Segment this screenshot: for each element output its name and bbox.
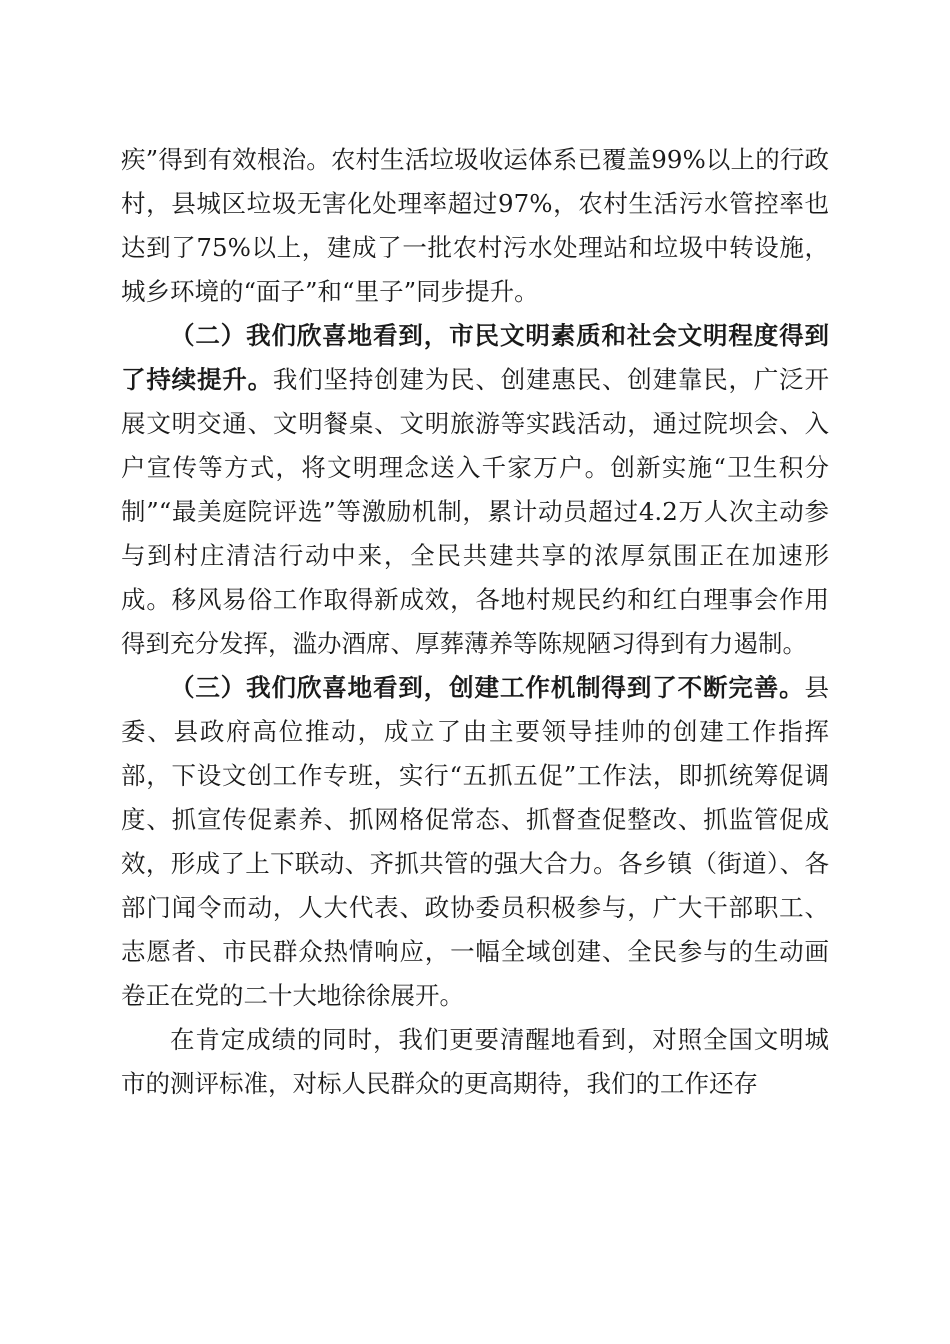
paragraph-civility bbox=[121, 314, 829, 666]
document-body bbox=[121, 138, 829, 1106]
paragraph-shortcomings bbox=[121, 1018, 829, 1106]
paragraph-mechanism bbox=[121, 666, 829, 1018]
paragraph-text: 我们坚持创建为民、创建惠民、创建靠民，广泛开展文明交通、文明餐桌、文明旅游等实践活动，通过院坝会、入户宣传等方式，将文明理念送入千家万户。创新实施“卫生积分制”“最美庭院评选”等激励机制，累计动员超过4.2万人次主动参与到村庄清洁行动中来，全民共建共享的浓厚氛围正在加速形成。移风易俗工作取得新成效，各地村规民约和红白理事会作用得到充分发挥，滥办酒席、厚葬薄养等陈规陋习得到有力遏制。 bbox=[121, 365, 829, 658]
paragraph-heading: （二）我们欣喜地看到，市民文明素质和社会文明程度得到了持续提升。 bbox=[121, 321, 829, 394]
paragraph-text: 在肯定成绩的同时，我们更要清醒地看到，对照全国文明城市的测评标准，对标人民群众的更高期待，我们的工作还存 bbox=[121, 1025, 829, 1098]
paragraph-text: 县委、县政府高位推动，成立了由主要领导挂帅的创建工作指挥部，下设文创工作专班，实行“五抓五促”工作法，即抓统筹促调度、抓宣传促素养、抓网格促常态、抓督查促整改、抓监管促成效，形成了上下联动、齐抓共管的强大合力。各乡镇（街道）、各部门闻令而动，人大代表、政协委员积极参与，广大干部职工、志愿者、市民群众热情响应，一幅全域创建、全民参与的生动画卷正在党的二十大地徐徐展开。 bbox=[121, 673, 829, 1010]
paragraph-environment bbox=[121, 138, 829, 314]
paragraph-heading: （三）我们欣喜地看到，创建工作机制得到了不断完善。 bbox=[170, 673, 805, 702]
paragraph-text: 疾”得到有效根治。农村生活垃圾收运体系已覆盖99%以上的行政村，县城区垃圾无害化处理率超过97%，农村生活污水管控率也达到了75%以上，建成了一批农村污水处理站和垃圾中转设施，城乡环境的“面子”和“里子”同步提升。 bbox=[121, 145, 829, 306]
